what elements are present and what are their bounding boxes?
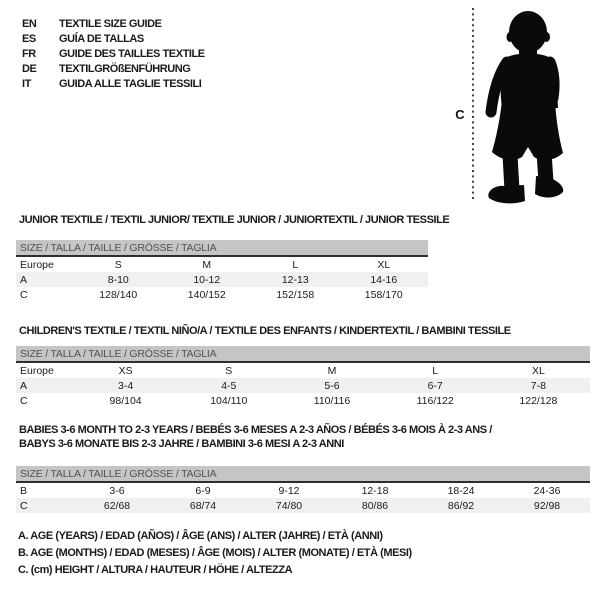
value-cell: XL	[531, 364, 545, 377]
children-table-title: CHILDREN'S TEXTILE / TEXTIL NIÑO/A / TEXTILE DES ENFANTS / KINDERTEXTIL / BAMBINI TESSILE	[19, 325, 511, 337]
table-row	[16, 498, 590, 513]
language-code: ES	[22, 32, 36, 45]
size-header-bar: SIZE / TALLA / TAILLE / GRÖSSE / TAGLIA	[16, 346, 590, 363]
value-cell: 9-12	[278, 484, 300, 497]
value-cell: 110/116	[313, 394, 351, 407]
children-size-table	[16, 346, 590, 408]
babies-table-title	[19, 424, 492, 451]
row-label-cell: B	[20, 484, 28, 497]
value-cell: 74/80	[275, 499, 303, 512]
value-cell: 4-5	[221, 379, 237, 392]
value-cell: 152/158	[276, 288, 315, 301]
value-cell: L	[292, 258, 299, 271]
figure-canvas	[440, 0, 600, 215]
value-cell: S	[225, 364, 233, 377]
language-label: TEXTILE SIZE GUIDE	[59, 17, 162, 30]
row-label-cell: A	[20, 379, 28, 392]
value-cell: 8-10	[107, 273, 129, 286]
value-cell: XS	[118, 364, 133, 377]
babies-size-table	[16, 466, 590, 513]
language-row	[22, 16, 205, 31]
language-row	[22, 46, 205, 61]
language-code: IT	[22, 77, 31, 90]
value-cell: 122/128	[519, 394, 558, 407]
height-measure-label: C	[455, 107, 465, 122]
value-cell: 6-7	[427, 379, 443, 392]
table-row	[16, 272, 428, 287]
value-cell: 86/92	[447, 499, 475, 512]
legend-line-c: C. (cm) HEIGHT / ALTURA / HAUTEUR / HÖHE / ALTEZZA	[18, 564, 293, 576]
value-cell: 24-36	[533, 484, 561, 497]
value-cell: 12-18	[361, 484, 389, 497]
legend-line-b: B. AGE (MONTHS) / EDAD (MESES) / ÂGE (MOIS) / ALTER (MONATE) / ETÀ (MESI)	[18, 547, 412, 559]
language-code: DE	[22, 62, 37, 75]
value-cell: 18-24	[447, 484, 475, 497]
baby-silhouette-icon	[488, 11, 563, 203]
size-header-bar: SIZE / TALLA / TAILLE / GRÖSSE / TAGLIA	[16, 240, 428, 257]
language-row	[22, 31, 205, 46]
size-header-bar: SIZE / TALLA / TAILLE / GRÖSSE / TAGLIA	[16, 466, 590, 483]
table-row	[16, 287, 428, 302]
language-code: EN	[22, 17, 37, 30]
table-row	[16, 363, 590, 378]
value-cell: 68/74	[189, 499, 217, 512]
value-cell: 7-8	[530, 379, 546, 392]
row-label-cell: C	[20, 499, 28, 512]
language-label: GUIDE DES TAILLES TEXTILE	[59, 47, 205, 60]
value-cell: 116/122	[416, 394, 454, 407]
language-label: TEXTILGRÖßENFÜHRUNG	[59, 62, 191, 75]
language-label: GUIDA ALLE TAGLIE TESSILI	[59, 77, 202, 90]
junior-table-title: JUNIOR TEXTILE / TEXTIL JUNIOR/ TEXTILE JUNIOR / JUNIORTEXTIL / JUNIOR TESSILE	[19, 214, 450, 226]
value-cell: 92/98	[533, 499, 561, 512]
table-row	[16, 393, 590, 408]
row-label-cell: C	[20, 394, 28, 407]
value-cell: 3-6	[109, 484, 125, 497]
value-cell: 98/104	[109, 394, 142, 407]
value-cell: L	[432, 364, 439, 377]
value-cell: 158/170	[364, 288, 403, 301]
value-cell: 14-16	[370, 273, 398, 286]
row-label-cell: Europe	[20, 258, 54, 271]
value-cell: M	[202, 258, 212, 271]
height-figure	[440, 0, 600, 215]
language-row	[22, 61, 205, 76]
value-cell: 5-6	[324, 379, 340, 392]
value-cell: 6-9	[195, 484, 211, 497]
row-label-cell: A	[20, 273, 28, 286]
value-cell: 3-4	[118, 379, 134, 392]
row-label-cell: Europe	[20, 364, 54, 377]
babies-title-line-1: BABIES 3-6 MONTH TO 2-3 YEARS / BEBÉS 3-6 MESES A 2-3 AÑOS / BÉBÉS 3-6 MOIS À 2-3 ANS /	[19, 424, 492, 436]
legend-line-a: A. AGE (YEARS) / EDAD (AÑOS) / ÂGE (ANS) / ALTER (JAHRE) / ETÀ (ANNI)	[18, 530, 383, 542]
value-cell: 140/152	[187, 288, 226, 301]
table-row	[16, 483, 590, 498]
table-row	[16, 257, 428, 272]
value-cell: 12-13	[281, 273, 309, 286]
value-cell: S	[114, 258, 122, 271]
language-label: GUÍA DE TALLAS	[59, 32, 144, 45]
value-cell: XL	[377, 258, 391, 271]
junior-size-table	[16, 240, 428, 302]
table-row	[16, 378, 590, 393]
value-cell: 128/140	[99, 288, 138, 301]
value-cell: 10-12	[193, 273, 221, 286]
measurement-legend	[18, 528, 412, 579]
value-cell: 62/68	[103, 499, 131, 512]
value-cell: 80/86	[361, 499, 389, 512]
language-list	[22, 16, 205, 91]
row-label-cell: C	[20, 288, 28, 301]
babies-title-line-2: BABYS 3-6 MONATE BIS 2-3 JAHRE / BAMBINI 3-6 MESI A 2-3 ANNI	[19, 437, 344, 450]
language-code: FR	[22, 47, 36, 60]
language-row	[22, 76, 205, 91]
value-cell: M	[327, 364, 337, 377]
value-cell: 104/110	[210, 394, 248, 407]
